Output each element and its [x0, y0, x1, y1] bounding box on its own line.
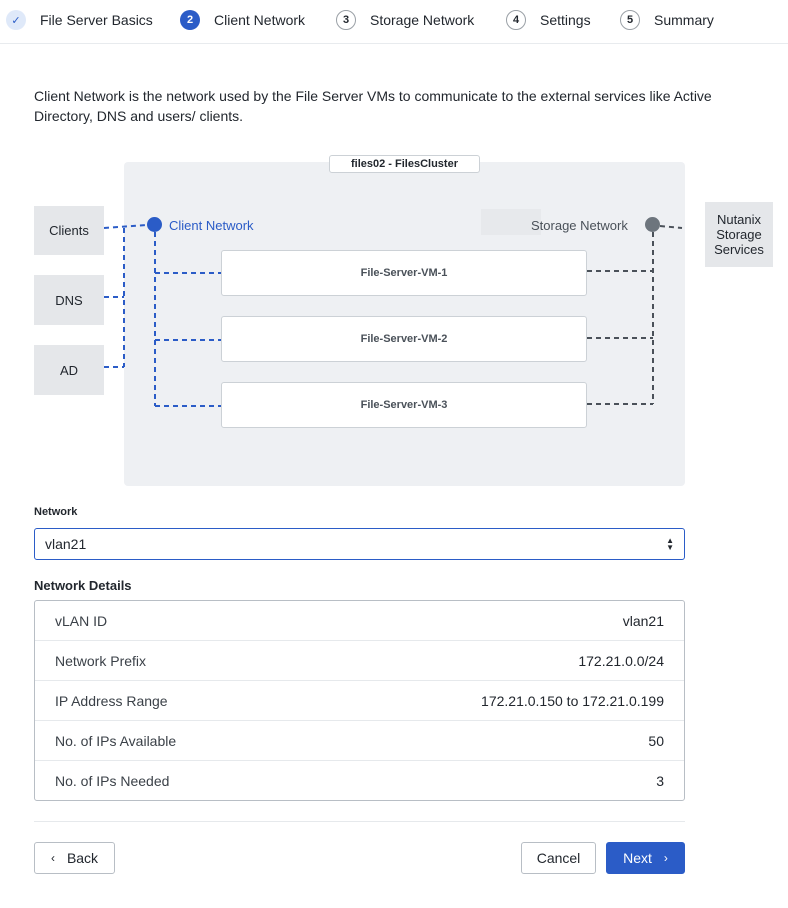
step-summary[interactable]	[620, 9, 714, 31]
step-number: 3	[336, 10, 356, 30]
storage-services-box: Nutanix Storage Services	[705, 202, 773, 267]
network-details-title: Network Details	[34, 578, 132, 593]
check-icon: ✓	[6, 10, 26, 30]
vm-box-2: File-Server-VM-2	[221, 316, 587, 362]
detail-value: 172.21.0.150 to 172.21.0.199	[481, 692, 664, 709]
next-button[interactable]	[606, 842, 685, 874]
next-button-label: Next	[623, 850, 652, 866]
step-file-server-basics[interactable]	[6, 9, 153, 31]
detail-row	[35, 761, 684, 801]
detail-value: vlan21	[622, 612, 664, 629]
chevron-right-icon: ›	[663, 851, 668, 865]
intro-text: Client Network is the network used by the File Server VMs to communicate to the external services like Active Directory, DNS and users/ clients.	[34, 88, 712, 124]
footer-divider	[34, 821, 685, 822]
vm-box-3: File-Server-VM-3	[221, 382, 587, 428]
ad-box: AD	[34, 345, 104, 395]
back-button[interactable]	[34, 842, 115, 874]
detail-value: 3	[656, 773, 664, 789]
network-diagram	[0, 150, 788, 490]
detail-key: vLAN ID	[55, 612, 108, 629]
detail-key: No. of IPs Needed	[55, 773, 170, 789]
back-button-label: Back	[66, 850, 99, 866]
storage-network-label: Storage Network	[531, 218, 628, 233]
vm-box-1: File-Server-VM-1	[221, 250, 587, 296]
step-label: Settings	[540, 12, 591, 28]
cluster-name: files02 - FilesCluster	[329, 155, 480, 173]
wizard-stepper	[0, 0, 788, 44]
detail-key: Network Prefix	[55, 652, 147, 669]
select-caret-icon: ▲ ▼	[666, 536, 674, 552]
step-number: 4	[506, 10, 526, 30]
storage-network-node-icon	[645, 217, 660, 232]
network-select[interactable]	[34, 528, 685, 560]
clients-box: Clients	[34, 206, 104, 255]
step-number: 2	[180, 10, 200, 30]
step-settings[interactable]	[506, 9, 591, 31]
detail-row	[35, 641, 684, 681]
detail-row	[35, 601, 684, 641]
step-label: Summary	[654, 12, 714, 28]
detail-key: IP Address Range	[55, 692, 168, 709]
network-field-label: Network	[34, 506, 78, 518]
step-label: Client Network	[214, 12, 306, 28]
step-label: File Server Basics	[40, 12, 153, 28]
cancel-button[interactable]: Cancel	[521, 842, 596, 874]
client-network-label: Client Network	[169, 218, 254, 233]
step-client-network[interactable]	[180, 9, 305, 31]
client-network-node-icon	[147, 217, 162, 232]
step-number: 5	[620, 10, 640, 30]
detail-row	[35, 721, 684, 761]
step-label: Storage Network	[370, 12, 475, 28]
detail-row	[35, 681, 684, 721]
detail-key: No. of IPs Available	[55, 732, 177, 749]
detail-value: 172.21.0.0/24	[578, 652, 664, 669]
network-select-value: vlan21	[45, 536, 87, 552]
network-details-table	[34, 600, 685, 801]
step-storage-network[interactable]	[336, 9, 474, 31]
chevron-left-icon: ‹	[50, 851, 55, 865]
dns-box: DNS	[34, 275, 104, 325]
detail-value: 50	[648, 732, 664, 749]
